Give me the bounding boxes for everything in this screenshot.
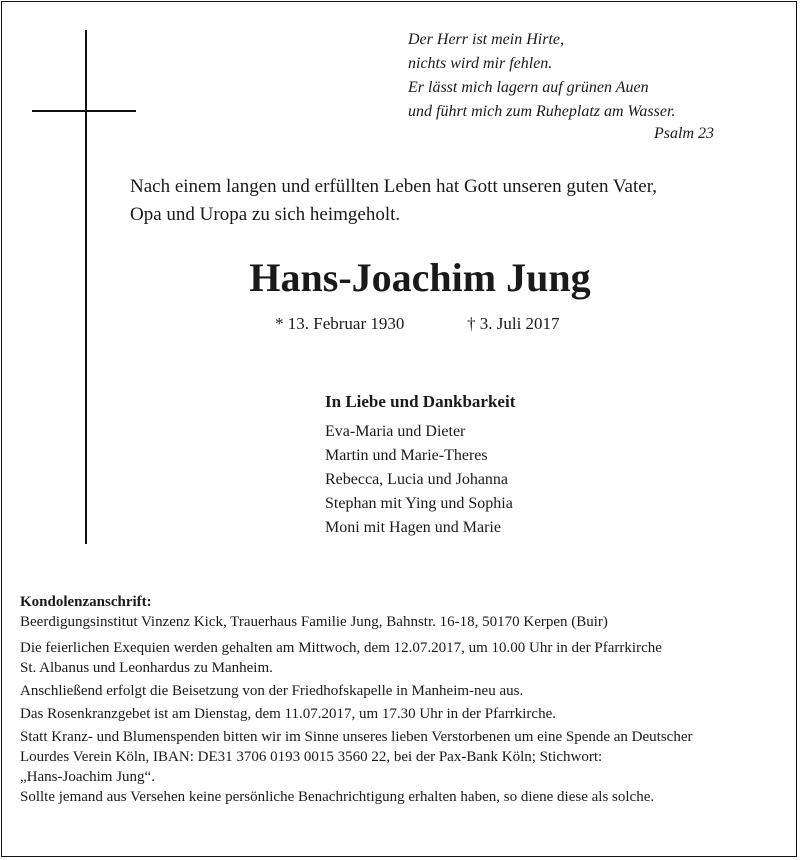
family-member: Martin und Marie-Theres: [325, 447, 488, 464]
psalm-line: und führt mich zum Ruheplatz am Wasser.: [408, 103, 676, 120]
family-member: Rebecca, Lucia und Johanna: [325, 471, 509, 488]
family-members: [325, 420, 515, 540]
psalm-line: nichts wird mir fehlen.: [408, 55, 553, 72]
notice-details: [20, 592, 780, 807]
psalm-reference: Psalm 23: [654, 125, 714, 142]
donation-line: Lourdes Verein Köln, IBAN: DE31 3706 0193 0015 3560 22, bei der Pax-Bank Köln; Stichwort:: [20, 749, 603, 765]
psalm-line: Er lässt mich lagern auf grünen Auen: [408, 79, 649, 96]
death-date: † 3. Juli 2017: [467, 314, 560, 333]
family-block: [325, 390, 515, 540]
intro-text: [130, 173, 657, 229]
donation-line: „Hans-Joachim Jung“.: [20, 769, 155, 785]
condolence-label: Kondolenzanschrift:: [20, 594, 152, 610]
intro-line: Nach einem langen und erfüllten Leben hat Gott unseren guten Vater,: [130, 176, 658, 197]
family-heading: In Liebe und Dankbarkeit: [325, 392, 516, 411]
deceased-name: Hans-Joachim Jung: [249, 255, 591, 300]
cross-icon-horizontal: [32, 110, 136, 112]
intro-line: Opa und Uropa zu sich heimgeholt.: [130, 204, 401, 225]
rosary-info: Das Rosenkranzgebet ist am Dienstag, dem 11.07.2017, um 17.30 Uhr in der Pfarrkirche.: [20, 706, 556, 722]
closing-note: Sollte jemand aus Versehen keine persönliche Benachrichtigung erhalten haben, so diene diese als solche.: [20, 789, 655, 805]
psalm-line: Der Herr ist mein Hirte,: [408, 31, 564, 48]
family-member: Eva-Maria und Dieter: [325, 423, 466, 440]
burial-info: Anschließend erfolgt die Beisetzung von der Friedhofskapelle in Manheim-neu aus.: [20, 683, 524, 699]
family-member: Stephan mit Ying und Sophia: [325, 495, 513, 512]
psalm-quote: [408, 28, 675, 124]
exequies-line: St. Albanus und Leonhardus zu Manheim.: [20, 660, 273, 676]
birth-date: * 13. Februar 1930: [275, 314, 405, 333]
family-member: Moni mit Hagen und Marie: [325, 519, 501, 536]
condolence-address: Beerdigungsinstitut Vinzenz Kick, Trauerhaus Familie Jung, Bahnstr. 16-18, 50170 Kerpen (Buir): [20, 614, 608, 630]
exequies-line: Die feierlichen Exequien werden gehalten am Mittwoch, dem 12.07.2017, um 10.00 Uhr in der Pfarrkirche: [20, 640, 662, 656]
donation-line: Statt Kranz- und Blumenspenden bitten wir im Sinne unseres lieben Verstorbenen um eine Spende an Deutscher: [20, 729, 693, 745]
